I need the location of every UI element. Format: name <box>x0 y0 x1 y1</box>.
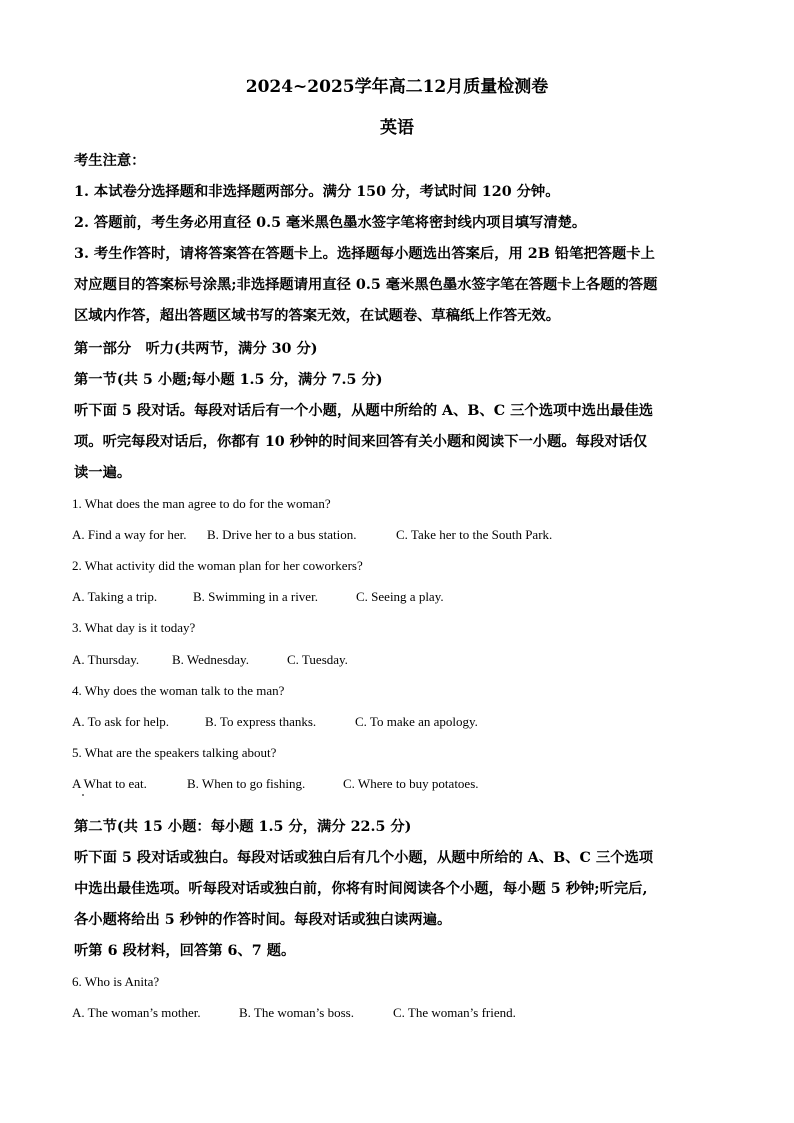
option-c: C. To make an apology. <box>355 714 478 729</box>
notice-line: 对应题目的答案标号涂黑;非选择题请用直径 0.5 毫米黑色墨水签字笔在答题卡上各题的答题 <box>74 277 658 293</box>
option-a: A What to eat. <box>72 776 147 791</box>
notice-line: 区域内作答，超出答题区域书写的答案无效，在试题卷、草稿纸上作答无效。 <box>74 308 561 324</box>
notice-heading: 考生注意： <box>74 153 146 169</box>
section2-instruction: 各小题将给出 5 秒钟的作答时间。每段对话或独白读两遍。 <box>74 912 452 928</box>
option-a: A. Taking a trip. <box>72 589 158 604</box>
question-options <box>72 714 478 730</box>
question-stem: 2. What activity did the woman plan for her coworkers? <box>72 558 363 573</box>
question-options <box>72 652 348 668</box>
option-a: A. The woman’s mother. <box>72 1005 201 1020</box>
question-options <box>72 589 444 605</box>
section1-instruction: 读一遍。 <box>74 465 132 481</box>
question-options <box>72 527 552 543</box>
notice-line: 1. 本试卷分选择题和非选择题两部分。满分 150 分，考试时间 120 分钟。 <box>74 184 560 200</box>
option-b: B. Drive her to a bus station. <box>207 527 357 542</box>
option-c: C. The woman’s friend. <box>393 1005 516 1020</box>
question-options <box>72 1005 516 1021</box>
notice-line: 3. 考生作答时，请将答案答在答题卡上。选择题每小题选出答案后，用 2B 铅笔把答题卡上 <box>74 246 655 262</box>
option-c: C. Where to buy potatoes. <box>343 776 479 791</box>
option-b: B. When to go fishing. <box>187 776 306 791</box>
question-stem: 6. Who is Anita? <box>72 974 160 989</box>
option-b: B. Swimming in a river. <box>193 589 318 604</box>
section2-instruction: 听下面 5 段对话或独白。每段对话或独白后有几个小题，从题中所给的 A、B、C 三个选项 <box>74 850 654 866</box>
option-c: C. Take her to the South Park. <box>396 527 553 542</box>
option-a: A. Find a way for her. <box>72 527 187 542</box>
option-b: B. Wednesday. <box>172 652 249 667</box>
question-stem: 5. What are the speakers talking about? <box>72 745 277 760</box>
section1-instruction: 听下面 5 段对话。每段对话后有一个小题，从题中所给的 A、B、C 三个选项中选出最佳选 <box>74 403 654 419</box>
option-c: C. Seeing a play. <box>356 589 444 604</box>
question-stem: 4. Why does the woman talk to the man? <box>72 683 285 698</box>
option-a: A. Thursday. <box>72 652 140 667</box>
subject-title: 英语 <box>380 118 414 138</box>
stray-dot <box>82 794 84 796</box>
option-a: A. To ask for help. <box>72 714 170 729</box>
section2-heading: 第二节(共 15 小题：每小题 1.5 分，满分 22.5 分) <box>74 819 412 835</box>
notice-line: 2. 答题前，考生务必用直径 0.5 毫米黑色墨水签字笔将密封线内项目填写清楚。 <box>74 215 587 231</box>
section1-instruction: 项。听完每段对话后，你都有 10 秒钟的时间来回答有关小题和阅读下一小题。每段对话仅 <box>74 434 648 450</box>
question-stem: 3. What day is it today? <box>72 620 196 635</box>
exam-title: 2024~2025学年高二12月质量检测卷 <box>245 77 549 97</box>
section2-instruction: 中选出最佳选项。听每段对话或独白前，你将有时间阅读各个小题，每小题 5 秒钟;听完后, <box>74 881 648 897</box>
section1-heading: 第一节(共 5 小题;每小题 1.5 分，满分 7.5 分) <box>74 372 383 388</box>
option-b: B. The woman’s boss. <box>239 1005 354 1020</box>
option-b: B. To express thanks. <box>205 714 317 729</box>
material-note: 听第 6 段材料，回答第 6、7 题。 <box>74 943 296 959</box>
option-c: C. Tuesday. <box>287 652 348 667</box>
part1-heading: 第一部分 听力(共两节，满分 30 分) <box>74 341 318 357</box>
question-stem: 1. What does the man agree to do for the woman? <box>72 496 331 511</box>
question-options <box>72 776 479 792</box>
